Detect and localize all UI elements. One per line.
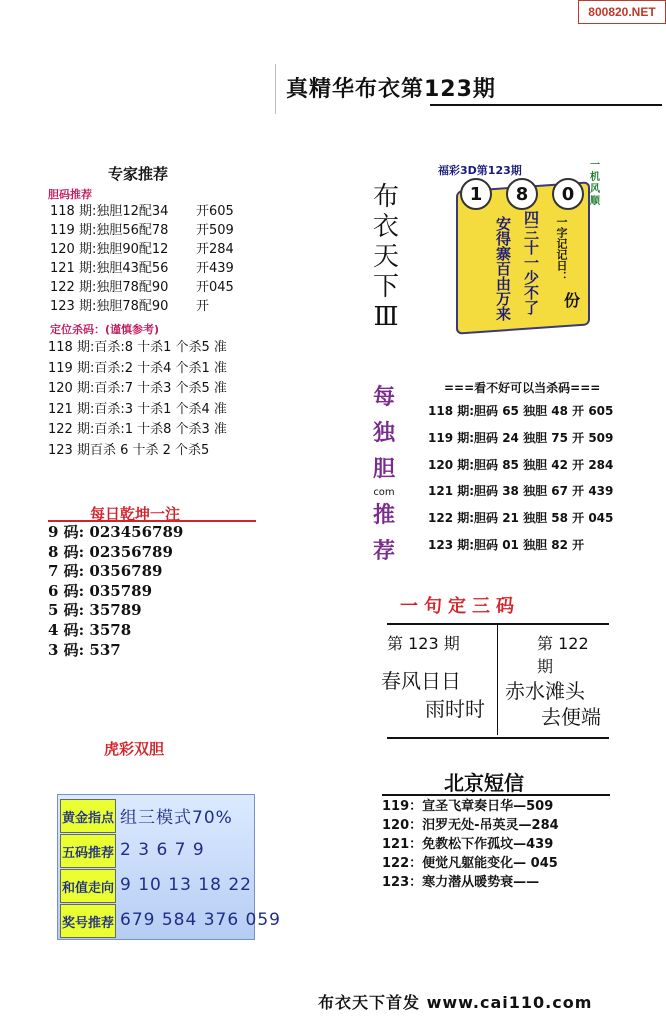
- daily-row: 6 码: 035789: [48, 581, 153, 600]
- kill-row: 123 期:胆码 01 独胆 82 开: [428, 537, 585, 552]
- expert-row-result: 开: [196, 299, 210, 314]
- lottery-header: 福彩3D第123期: [438, 164, 522, 177]
- daily-underline: [48, 520, 256, 522]
- expert-row-text: 120 期:独胆90配12: [50, 242, 169, 257]
- yiju-left-line2: 雨时时: [425, 697, 485, 721]
- yiju-box: [381, 623, 609, 739]
- beijing-list: [382, 797, 559, 892]
- tiger-row-label: 黄金指点: [60, 799, 116, 833]
- expert-row: [50, 259, 280, 278]
- title-underline: [430, 104, 662, 106]
- yiju-left-period: 第 123 期: [387, 634, 460, 653]
- expert-row-result: 开045: [196, 280, 234, 295]
- expert-row-result: 开284: [196, 242, 234, 257]
- dot-com-label: com: [373, 487, 395, 498]
- beijing-row: 120：汨罗无处-吊英灵—284: [382, 818, 559, 833]
- daily-row: 4 码: 3578: [48, 620, 132, 639]
- yiju-divider: [497, 625, 498, 735]
- daily-row: 8 码: 02356789: [48, 542, 173, 561]
- daily-list: [48, 523, 183, 660]
- poem-col-1: 安得寨百由万来: [494, 216, 512, 321]
- tiger-row-label: 奖号推荐: [60, 904, 116, 938]
- expert-heading: 专家推荐: [108, 165, 169, 183]
- buyi-char: Ⅲ: [373, 302, 399, 332]
- kill-position-row: 119 期:百杀:2 十杀4 个杀1 准: [48, 360, 227, 376]
- beijing-title: 北京短信: [444, 771, 524, 795]
- expert-row-result: 开605: [196, 204, 234, 219]
- kill-row: 122 期:胆码 21 独胆 58 开 045: [428, 511, 614, 526]
- kill-row: 121 期:胆码 38 独胆 67 开 439: [428, 484, 614, 499]
- tiger-row-value: 9 10 13 18 22: [120, 875, 252, 895]
- buyi-char: 布: [372, 182, 399, 212]
- kill-title: ===看不好可以当杀码===: [444, 381, 601, 395]
- footer-text: 布衣天下首发 www.cai110.com: [318, 993, 593, 1012]
- poem-col-2: 四三十一少不了: [522, 210, 540, 315]
- meidu-char: 荐: [372, 539, 395, 564]
- yiju-right-line2: 去便端: [541, 705, 601, 729]
- expert-row: [50, 297, 280, 316]
- buyi-char: 下: [372, 272, 399, 302]
- beijing-row: 119：宣圣飞章奏日华—509: [382, 799, 554, 814]
- expert-row: [50, 278, 280, 297]
- expert-row-text: 123 期:独胆78配90: [50, 299, 169, 314]
- kill-label: 定位杀码：(谨慎参考): [50, 323, 160, 336]
- meidu-char: 胆: [372, 457, 395, 482]
- lottery-corner: 一机风顺: [590, 160, 600, 207]
- expert-row: [50, 202, 280, 221]
- riddle-text: 一字记记日：: [555, 216, 568, 282]
- kill-position-row: 122 期:百杀:1 十杀8 个杀3 准: [48, 422, 227, 437]
- expert-row-text: 118 期:独胆12配34: [50, 204, 169, 219]
- kill-position-row: 121 期:百杀:3 十杀1 个杀4 准: [48, 401, 227, 417]
- beijing-row: 121：免教松下作孤坟—439: [382, 837, 554, 852]
- buyi-char: 衣: [372, 212, 399, 242]
- riddle-answer: 份: [564, 291, 581, 310]
- site-badge: 800820.NET: [578, 0, 666, 24]
- beijing-row: 123：寒力潜从暖势衰——: [382, 875, 540, 890]
- yiju-right-line1: 赤水滩头: [505, 679, 585, 703]
- kill-position-row: 120 期:百杀:7 十杀3 个杀5 准: [48, 381, 227, 396]
- expert-list: [50, 202, 280, 316]
- expert-row: [50, 221, 280, 240]
- daily-row: 3 码: 537: [48, 640, 121, 659]
- kill-row: 120 期:胆码 85 独胆 42 开 284: [428, 457, 614, 472]
- buyi-char: 天: [372, 242, 399, 272]
- daily-title: 每日乾坤一注: [90, 505, 181, 523]
- kill-position-list: [48, 338, 278, 461]
- expert-row-text: 121 期:独胆43配56: [50, 261, 169, 276]
- yiju-left-line1: 春风日日: [381, 669, 461, 693]
- page-title: 真精华布衣第123期: [286, 77, 496, 102]
- lottery-ball: 8: [506, 178, 538, 210]
- expert-sublabel: 胆码推荐: [48, 188, 92, 201]
- expert-row-text: 122 期:独胆78配90: [50, 280, 169, 295]
- lottery-ball: 0: [552, 178, 584, 210]
- ball-row: [460, 178, 584, 210]
- kill-position-row: 118 期:百杀:8 十杀1 个杀5 准: [48, 340, 227, 355]
- yiju-right-period: 第 122 期: [537, 634, 589, 676]
- title-divider: [275, 64, 276, 114]
- meidu-vertical: [369, 380, 399, 570]
- yiju-title: 一句定三码: [400, 596, 520, 617]
- meidu-char: 独: [372, 421, 395, 446]
- meidu-char: 每: [372, 385, 395, 410]
- beijing-row: 122：便觉凡躯能变化— 045: [382, 856, 558, 871]
- expert-row-text: 119 期:独胆56配78: [50, 223, 169, 238]
- expert-row: [50, 240, 280, 259]
- tiger-row-label: 和值走向: [60, 869, 116, 903]
- beijing-rule: [382, 794, 610, 796]
- lottery-picture: [432, 158, 604, 340]
- tiger-row-value: 2 3 6 7 9: [120, 840, 205, 860]
- tiger-row-value: 679 584 376 059: [120, 910, 282, 930]
- daily-row: 5 码: 35789: [48, 601, 142, 620]
- buyi-vertical: [371, 182, 401, 332]
- tiger-table: [57, 794, 282, 940]
- tiger-row-value: 组三模式70%: [120, 807, 233, 828]
- lottery-ball: 1: [460, 178, 492, 210]
- tiger-row-label: 五码推荐: [60, 834, 116, 868]
- meidu-char: 推: [372, 503, 395, 528]
- daily-row: 9 码: 023456789: [48, 523, 184, 541]
- kill-list: [428, 398, 613, 559]
- kill-row: 119 期:胆码 24 独胆 75 开 509: [428, 430, 614, 445]
- kill-row: 118 期:胆码 65 独胆 48 开 605: [428, 404, 614, 418]
- kill-position-row: 123 期百杀 6 十杀 2 个杀5: [48, 442, 210, 458]
- expert-row-result: 开439: [196, 261, 234, 276]
- tiger-title: 虎彩双胆: [104, 740, 165, 758]
- daily-row: 7 码: 0356789: [48, 562, 163, 581]
- expert-row-result: 开509: [196, 223, 234, 238]
